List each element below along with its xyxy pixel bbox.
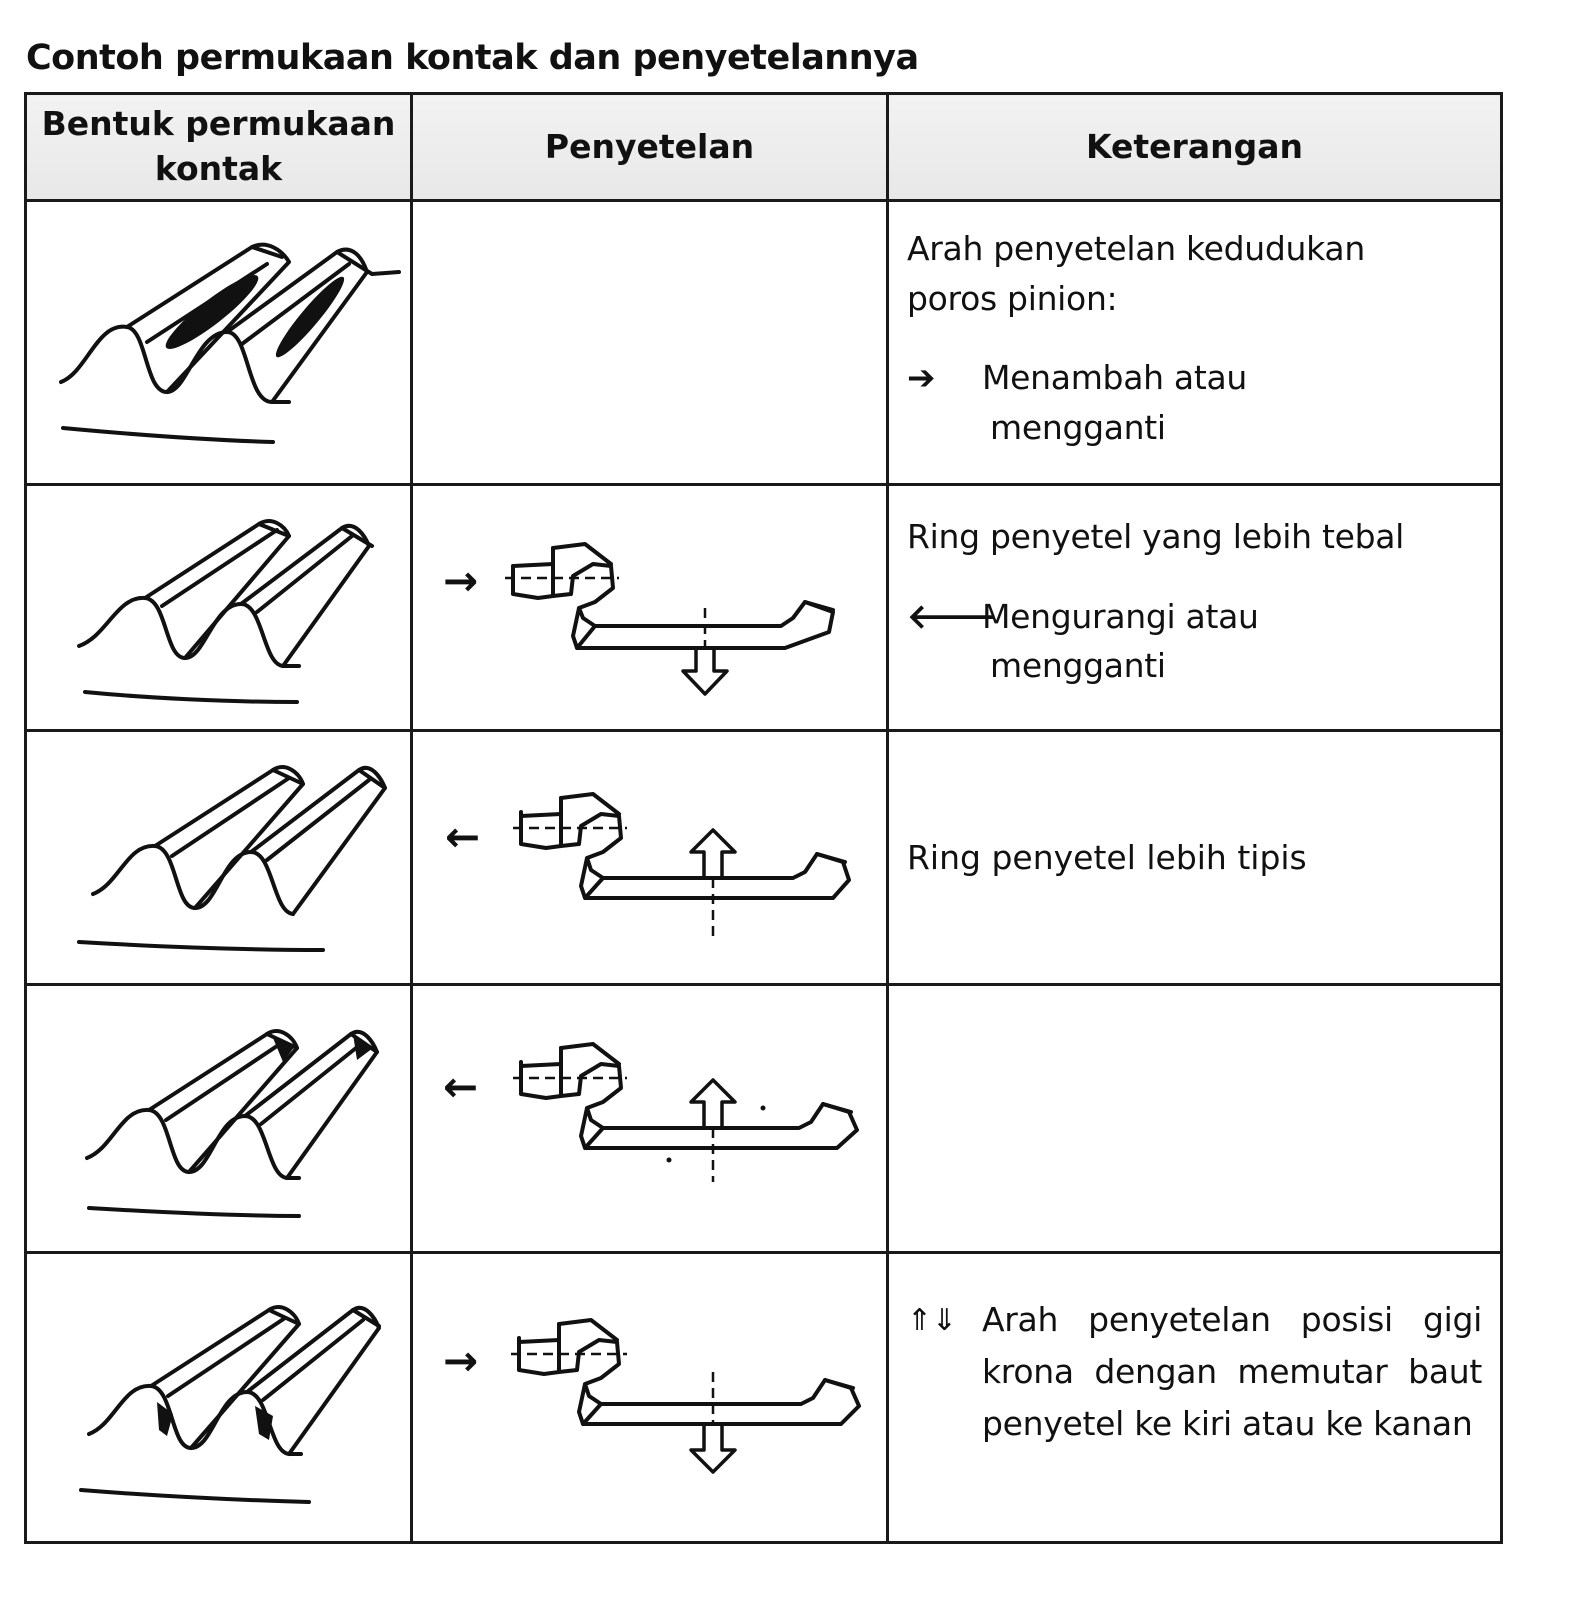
pinion-ring-gear-adjust-diagram <box>413 986 883 1246</box>
note-item-text: Arah penyetelan posisi gigi krona dengan memutar baut penyetel ke kiri atau ke kanan <box>982 1300 1482 1444</box>
note-item-line: Menambah atau <box>982 358 1248 397</box>
note-text <box>889 1254 1500 1450</box>
shape-cell <box>26 731 412 985</box>
adjust-cell <box>412 201 888 485</box>
adjust-cell <box>412 1253 888 1543</box>
adjust-direction-arrow: → <box>443 1336 479 1385</box>
gear-teeth-contact-illustration <box>27 486 407 726</box>
note-cell <box>888 485 1502 731</box>
table-row <box>26 485 1502 731</box>
page-title: Contoh permukaan kontak dan penyetelannya <box>26 38 919 78</box>
note-cell <box>888 731 1502 985</box>
table-header-row <box>26 94 1502 201</box>
adjust-direction-arrow: ← <box>443 1062 479 1111</box>
pinion-ring-gear-adjust-diagram <box>413 732 883 982</box>
note-item-line: mengganti <box>990 407 1166 447</box>
gear-teeth-contact-toe-illustration <box>27 986 407 1246</box>
table-row <box>26 201 1502 485</box>
note-cell <box>888 1253 1502 1543</box>
header-shape: Bentuk permukaan kontak <box>26 94 412 201</box>
header-note: Keterangan <box>888 94 1502 201</box>
adjust-direction-arrow: ← <box>445 812 481 861</box>
contact-pattern-table <box>24 92 1503 1544</box>
note-line: poros pinion: <box>907 278 1118 318</box>
table-row <box>26 985 1502 1253</box>
double-arrow-up-down-icon: ⇑⇓ <box>907 1303 957 1338</box>
pinion-ring-gear-adjust-diagram <box>413 1254 883 1534</box>
arrow-left-icon: 🡐 <box>907 596 998 637</box>
note-line: Ring penyetel yang lebih tebal <box>907 517 1405 556</box>
adjust-cell <box>412 731 888 985</box>
note-item <box>907 1294 1482 1450</box>
note-item-line: Mengurangi atau <box>982 596 1259 636</box>
gear-teeth-contact-flank-illustration <box>27 1254 407 1534</box>
shape-cell <box>26 985 412 1253</box>
adjust-direction-arrow: → <box>443 556 479 605</box>
note-item-line: mengganti <box>990 646 1166 685</box>
note-item <box>907 353 1482 452</box>
arrow-right-icon: ➔ <box>907 358 936 398</box>
shape-cell <box>26 485 412 731</box>
gear-teeth-contact-illustration <box>27 732 407 982</box>
adjust-cell <box>412 485 888 731</box>
shape-cell <box>26 1253 412 1543</box>
note-text <box>889 486 1500 691</box>
pinion-ring-gear-adjust-diagram <box>413 486 883 726</box>
table-row <box>26 731 1502 985</box>
note-item <box>907 592 1482 691</box>
note-cell <box>888 985 1502 1253</box>
note-item-text <box>982 592 1482 691</box>
shape-cell <box>26 201 412 485</box>
header-adjust: Penyetelan <box>412 94 888 201</box>
note-item-text <box>982 353 1482 452</box>
adjust-cell <box>412 985 888 1253</box>
note-cell <box>888 201 1502 485</box>
note-line: Ring penyetel lebih tipis <box>907 837 1307 877</box>
table-row <box>26 1253 1502 1543</box>
note-text <box>889 202 1500 452</box>
note-text <box>889 833 1500 883</box>
gear-teeth-contact-heel-illustration <box>27 202 407 482</box>
note-line: Arah penyetelan kedudukan <box>907 229 1365 268</box>
